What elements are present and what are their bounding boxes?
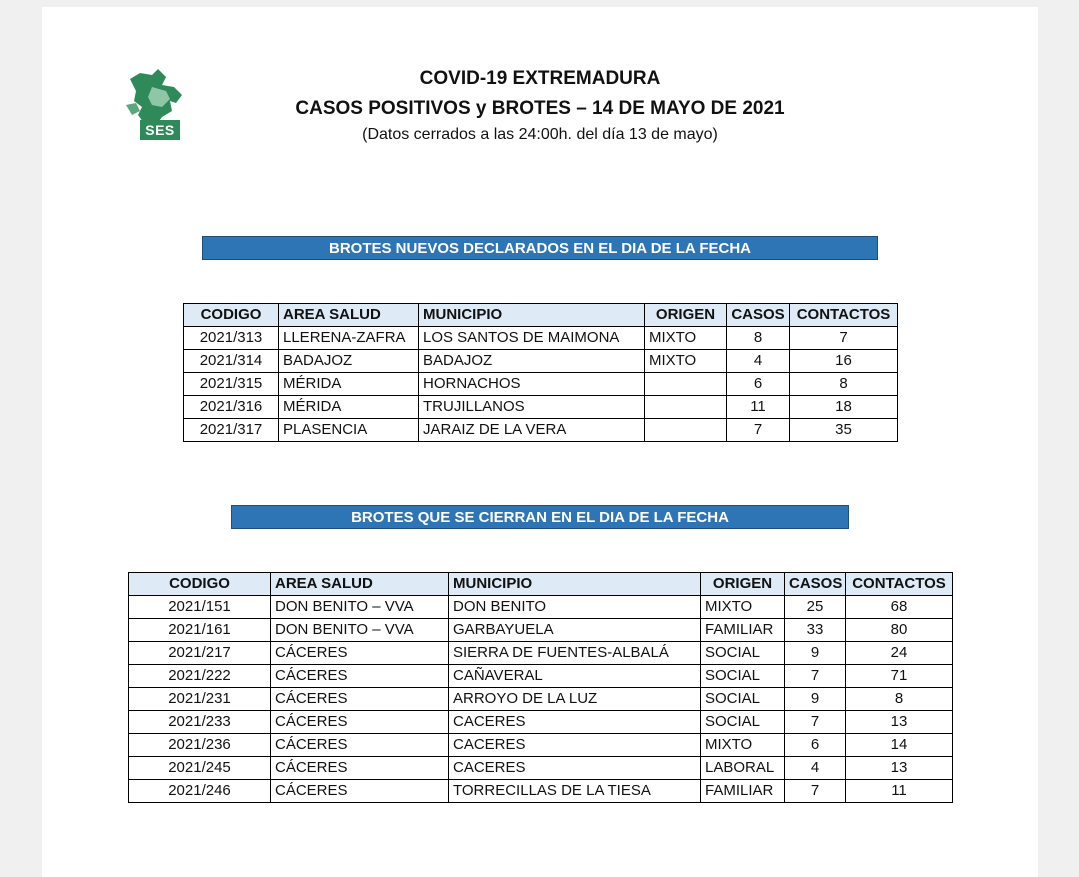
cell-codigo: 2021/233 bbox=[129, 711, 271, 734]
cell-origen: SOCIAL bbox=[701, 711, 785, 734]
cell-contactos: 11 bbox=[846, 780, 953, 803]
cell-area-salud: BADAJOZ bbox=[279, 350, 419, 373]
cell-municipio: JARAIZ DE LA VERA bbox=[419, 419, 645, 442]
logo-label: SES bbox=[140, 120, 180, 140]
cell-codigo: 2021/245 bbox=[129, 757, 271, 780]
cell-municipio: TRUJILLANOS bbox=[419, 396, 645, 419]
cell-contactos: 18 bbox=[790, 396, 898, 419]
table-row bbox=[129, 734, 953, 757]
cell-municipio: SIERRA DE FUENTES-ALBALÁ bbox=[449, 642, 701, 665]
cell-codigo: 2021/222 bbox=[129, 665, 271, 688]
cell-contactos: 13 bbox=[846, 757, 953, 780]
cell-municipio: CACERES bbox=[449, 711, 701, 734]
closed-outbreaks-banner: BROTES QUE SE CIERRAN EN EL DIA DE LA FECHA bbox=[231, 505, 849, 529]
col-header-municipio: MUNICIPIO bbox=[449, 573, 701, 596]
cell-origen: LABORAL bbox=[701, 757, 785, 780]
cell-area-salud: DON BENITO – VVA bbox=[271, 596, 449, 619]
cell-municipio: GARBAYUELA bbox=[449, 619, 701, 642]
table-row bbox=[129, 688, 953, 711]
col-header-contactos: CONTACTOS bbox=[846, 573, 953, 596]
cell-municipio: CACERES bbox=[449, 734, 701, 757]
cell-origen bbox=[645, 373, 727, 396]
cell-area-salud: LLERENA-ZAFRA bbox=[279, 327, 419, 350]
cell-contactos: 16 bbox=[790, 350, 898, 373]
cell-municipio: BADAJOZ bbox=[419, 350, 645, 373]
cell-codigo: 2021/317 bbox=[184, 419, 279, 442]
cell-origen: MIXTO bbox=[645, 327, 727, 350]
table-row bbox=[129, 665, 953, 688]
cell-area-salud: PLASENCIA bbox=[279, 419, 419, 442]
cell-area-salud: CÁCERES bbox=[271, 780, 449, 803]
cell-contactos: 13 bbox=[846, 711, 953, 734]
table-row bbox=[129, 711, 953, 734]
cell-codigo: 2021/314 bbox=[184, 350, 279, 373]
cell-casos: 6 bbox=[785, 734, 846, 757]
table-row bbox=[129, 780, 953, 803]
col-header-codigo: CODIGO bbox=[184, 304, 279, 327]
cell-area-salud: CÁCERES bbox=[271, 665, 449, 688]
cell-casos: 7 bbox=[727, 419, 790, 442]
closed-outbreaks-table bbox=[128, 572, 953, 803]
cell-origen: MIXTO bbox=[701, 596, 785, 619]
cell-casos: 7 bbox=[785, 665, 846, 688]
cell-contactos: 80 bbox=[846, 619, 953, 642]
cell-origen: MIXTO bbox=[645, 350, 727, 373]
cell-origen: SOCIAL bbox=[701, 688, 785, 711]
table-row bbox=[184, 396, 898, 419]
cell-area-salud: CÁCERES bbox=[271, 734, 449, 757]
table-row bbox=[184, 350, 898, 373]
new-outbreaks-banner: BROTES NUEVOS DECLARADOS EN EL DIA DE LA FECHA bbox=[202, 236, 878, 260]
table-row bbox=[184, 327, 898, 350]
cell-codigo: 2021/316 bbox=[184, 396, 279, 419]
cell-casos: 9 bbox=[785, 688, 846, 711]
document-page bbox=[42, 7, 1038, 877]
cell-casos: 25 bbox=[785, 596, 846, 619]
cell-contactos: 71 bbox=[846, 665, 953, 688]
cell-origen: SOCIAL bbox=[701, 665, 785, 688]
cell-contactos: 8 bbox=[790, 373, 898, 396]
col-header-origen: ORIGEN bbox=[645, 304, 727, 327]
cell-area-salud: CÁCERES bbox=[271, 688, 449, 711]
new-outbreaks-table bbox=[183, 303, 898, 442]
cell-codigo: 2021/217 bbox=[129, 642, 271, 665]
col-header-area-salud: AREA SALUD bbox=[271, 573, 449, 596]
cell-codigo: 2021/313 bbox=[184, 327, 279, 350]
title-line-2: CASOS POSITIVOS y BROTES – 14 DE MAYO DE 2021 bbox=[295, 98, 785, 119]
cell-casos: 4 bbox=[785, 757, 846, 780]
cell-origen: FAMILIAR bbox=[701, 780, 785, 803]
cell-contactos: 7 bbox=[790, 327, 898, 350]
cell-casos: 7 bbox=[785, 780, 846, 803]
cell-area-salud: CÁCERES bbox=[271, 642, 449, 665]
cell-casos: 7 bbox=[785, 711, 846, 734]
cell-origen: SOCIAL bbox=[701, 642, 785, 665]
cell-codigo: 2021/236 bbox=[129, 734, 271, 757]
col-header-area-salud: AREA SALUD bbox=[279, 304, 419, 327]
cell-contactos: 24 bbox=[846, 642, 953, 665]
cell-area-salud: MÉRIDA bbox=[279, 373, 419, 396]
col-header-codigo: CODIGO bbox=[129, 573, 271, 596]
cell-codigo: 2021/315 bbox=[184, 373, 279, 396]
cell-municipio: LOS SANTOS DE MAIMONA bbox=[419, 327, 645, 350]
table-row bbox=[129, 642, 953, 665]
cell-casos: 6 bbox=[727, 373, 790, 396]
cell-origen: FAMILIAR bbox=[701, 619, 785, 642]
cell-casos: 33 bbox=[785, 619, 846, 642]
cell-municipio: CACERES bbox=[449, 757, 701, 780]
cell-casos: 11 bbox=[727, 396, 790, 419]
cell-municipio: HORNACHOS bbox=[419, 373, 645, 396]
table-row bbox=[129, 596, 953, 619]
table-row bbox=[184, 373, 898, 396]
table-row bbox=[184, 419, 898, 442]
cell-area-salud: DON BENITO – VVA bbox=[271, 619, 449, 642]
cell-municipio: ARROYO DE LA LUZ bbox=[449, 688, 701, 711]
cell-area-salud: CÁCERES bbox=[271, 757, 449, 780]
cell-codigo: 2021/151 bbox=[129, 596, 271, 619]
cell-casos: 4 bbox=[727, 350, 790, 373]
col-header-municipio: MUNICIPIO bbox=[419, 304, 645, 327]
cell-contactos: 8 bbox=[846, 688, 953, 711]
table-row bbox=[129, 757, 953, 780]
cell-area-salud: MÉRIDA bbox=[279, 396, 419, 419]
cell-codigo: 2021/246 bbox=[129, 780, 271, 803]
table-row bbox=[129, 619, 953, 642]
cell-codigo: 2021/231 bbox=[129, 688, 271, 711]
col-header-origen: ORIGEN bbox=[701, 573, 785, 596]
cell-codigo: 2021/161 bbox=[129, 619, 271, 642]
subtitle: (Datos cerrados a las 24:00h. del día 13 de mayo) bbox=[362, 126, 718, 143]
cell-contactos: 14 bbox=[846, 734, 953, 757]
col-header-casos: CASOS bbox=[785, 573, 846, 596]
cell-origen: MIXTO bbox=[701, 734, 785, 757]
cell-origen bbox=[645, 419, 727, 442]
table-header-row bbox=[184, 304, 898, 327]
cell-contactos: 35 bbox=[790, 419, 898, 442]
cell-contactos: 68 bbox=[846, 596, 953, 619]
cell-casos: 8 bbox=[727, 327, 790, 350]
cell-area-salud: CÁCERES bbox=[271, 711, 449, 734]
title-line-1: COVID-19 EXTREMADURA bbox=[419, 68, 661, 89]
cell-origen bbox=[645, 396, 727, 419]
cell-municipio: TORRECILLAS DE LA TIESA bbox=[449, 780, 701, 803]
cell-municipio: DON BENITO bbox=[449, 596, 701, 619]
cell-municipio: CAÑAVERAL bbox=[449, 665, 701, 688]
table-header-row bbox=[129, 573, 953, 596]
col-header-contactos: CONTACTOS bbox=[790, 304, 898, 327]
col-header-casos: CASOS bbox=[727, 304, 790, 327]
cell-casos: 9 bbox=[785, 642, 846, 665]
